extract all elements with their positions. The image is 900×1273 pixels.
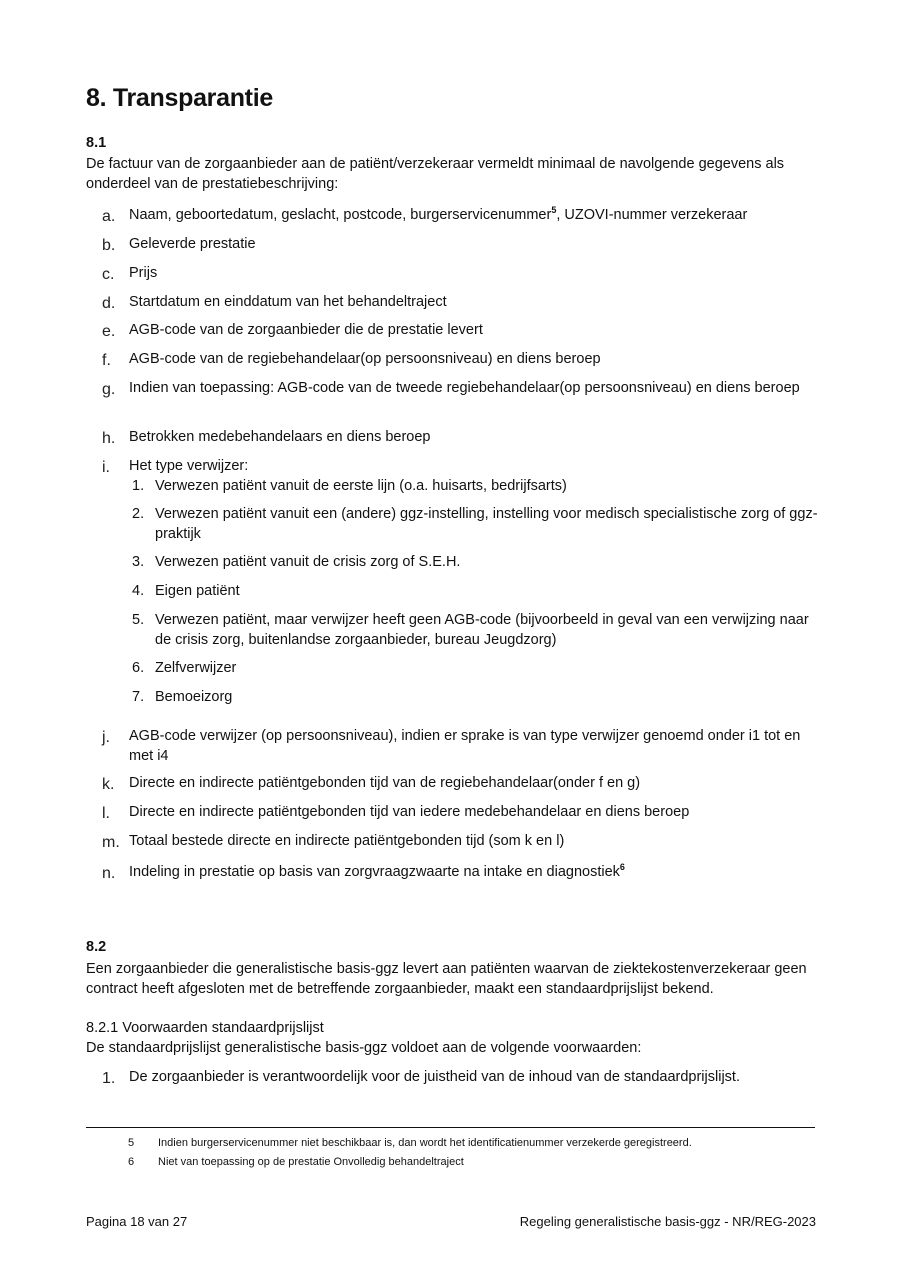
- sub-list-marker: 6.: [132, 660, 145, 676]
- list-item-text: Naam, geboortedatum, geslacht, postcode, burgerservicenummer$^5$, UZOVI-nummer verzekeraar: [129, 205, 748, 223]
- footnote-text: Indien burgerservicenummer niet beschikbaar is, dan wordt het identificatienummer verzekerde geregistreerd.: [158, 1137, 692, 1149]
- sub-list-item-text: Bemoeizorg: [155, 689, 233, 705]
- footnote-ref[interactable]: 6: [619, 862, 625, 872]
- sub-list-item-text: Zelfverwijzer: [155, 660, 237, 676]
- subsection-intro: De standaardprijslijst generalistische basis-ggz voldoet aan de volgende voorwaarden:: [86, 1040, 642, 1056]
- sub-list-marker: 3.: [132, 554, 145, 570]
- list-item-text: De zorgaanbieder is verantwoordelijk voor de juistheid van de inhoud van de standaardprijslijst.: [129, 1069, 740, 1085]
- page-number: Pagina 18 van 27: [86, 1214, 188, 1229]
- sub-list-marker: 2.: [132, 506, 145, 522]
- list-marker: m.: [102, 834, 120, 851]
- sub-list-item-text: Verwezen patiënt vanuit de crisis zorg of S.E.H.: [155, 554, 461, 570]
- list-marker: i.: [102, 459, 110, 476]
- list-item-text: Indien van toepassing: AGB-code van de tweede regiebehandelaar(op persoonsniveau) en diens beroep: [129, 380, 800, 396]
- list-item-text: Betrokken medebehandelaars en diens beroep: [129, 429, 431, 445]
- sub-list-marker: 7.: [132, 689, 145, 705]
- list-marker: d.: [102, 295, 116, 312]
- list-marker: 1.: [102, 1070, 116, 1087]
- list-marker: e.: [102, 323, 116, 340]
- list-marker: n.: [102, 865, 116, 882]
- list-item-text: AGB-code van de zorgaanbieder die de prestatie levert: [129, 322, 483, 338]
- sub-list-marker: 5.: [132, 612, 145, 628]
- section-number-8-1: 8.1: [86, 135, 107, 151]
- list-item-text: AGB-code verwijzer (op persoonsniveau), indien er sprake is van type verwijzer genoemd onder i1 tot en met i4: [129, 728, 801, 764]
- list-item-text: Prijs: [129, 265, 158, 281]
- footnote-number: 6: [128, 1156, 135, 1168]
- list-item-text: Startdatum en einddatum van het behandeltraject: [129, 294, 447, 310]
- sub-list-item-text: Eigen patiënt: [155, 583, 240, 599]
- document-title: Regeling generalistische basis-ggz - NR/REG-2023: [519, 1214, 816, 1229]
- page-title: 8. Transparantie: [86, 84, 273, 112]
- list-marker: b.: [102, 237, 116, 254]
- document-page: [86, 0, 816, 1273]
- section-number-8-2: 8.2: [86, 939, 107, 955]
- sub-list-item-text: Verwezen patiënt, maar verwijzer heeft geen AGB-code (bijvoorbeeld in geval van een verwijzing naar de crisis zorg, buitenlandse zorgaanbieder, bureau Jeugdzorg): [155, 612, 809, 648]
- list-marker: l.: [102, 805, 110, 822]
- list-item-text: Directe en indirecte patiëntgebonden tijd van de regiebehandelaar(onder f en g): [129, 775, 641, 791]
- sub-list-item-text: Verwezen patiënt vanuit de eerste lijn (o.a. huisarts, bedrijfsarts): [155, 478, 567, 494]
- list-marker: j.: [102, 729, 110, 746]
- footnote-ref[interactable]: 5: [551, 205, 557, 215]
- list-marker: c.: [102, 266, 115, 283]
- sub-list-item-text: Verwezen patiënt vanuit een (andere) ggz-instelling, instelling voor medisch specialistische zorg of ggz-praktijk: [155, 506, 818, 542]
- section-8-2-intro: Een zorgaanbieder die generalistische basis-ggz levert aan patiënten waarvan de ziektekostenverzekeraar geen contract heeft afgesloten met de betreffende zorgaanbieder, maakt een standaardprijslijst bekend.: [86, 961, 807, 997]
- list-marker: f.: [102, 352, 111, 369]
- footnote-text: Niet van toepassing op de prestatie Onvolledig behandeltraject: [158, 1156, 464, 1168]
- footnote-number: 5: [128, 1137, 135, 1149]
- list-item-text: Het type verwijzer:: [129, 458, 249, 474]
- list-marker: g.: [102, 381, 116, 398]
- list-marker: h.: [102, 430, 116, 447]
- list-item-text: Totaal bestede directe en indirecte patiëntgebonden tijd (som k en l): [129, 833, 565, 849]
- footnote-divider: [86, 1127, 815, 1128]
- list-item-text: Geleverde prestatie: [129, 236, 256, 252]
- list-item-text: AGB-code van de regiebehandelaar(op persoonsniveau) en diens beroep: [129, 351, 601, 367]
- sub-list-marker: 1.: [132, 478, 145, 494]
- section-8-1-intro: De factuur van de zorgaanbieder aan de patiënt/verzekeraar vermeldt minimaal de navolgende gegevens als onderdeel van de prestatiebeschrijving:: [86, 156, 785, 192]
- list-item-text: Indeling in prestatie op basis van zorgvraagzwaarte na intake en diagnostiek$^6$: [129, 862, 625, 880]
- list-marker: a.: [102, 208, 116, 225]
- list-marker: k.: [102, 776, 115, 793]
- list-item-text: Directe en indirecte patiëntgebonden tijd van iedere medebehandelaar en diens beroep: [129, 804, 690, 820]
- subsection-title: 8.2.1 Voorwaarden standaardprijslijst: [86, 1020, 324, 1036]
- sub-list-marker: 4.: [132, 583, 145, 599]
